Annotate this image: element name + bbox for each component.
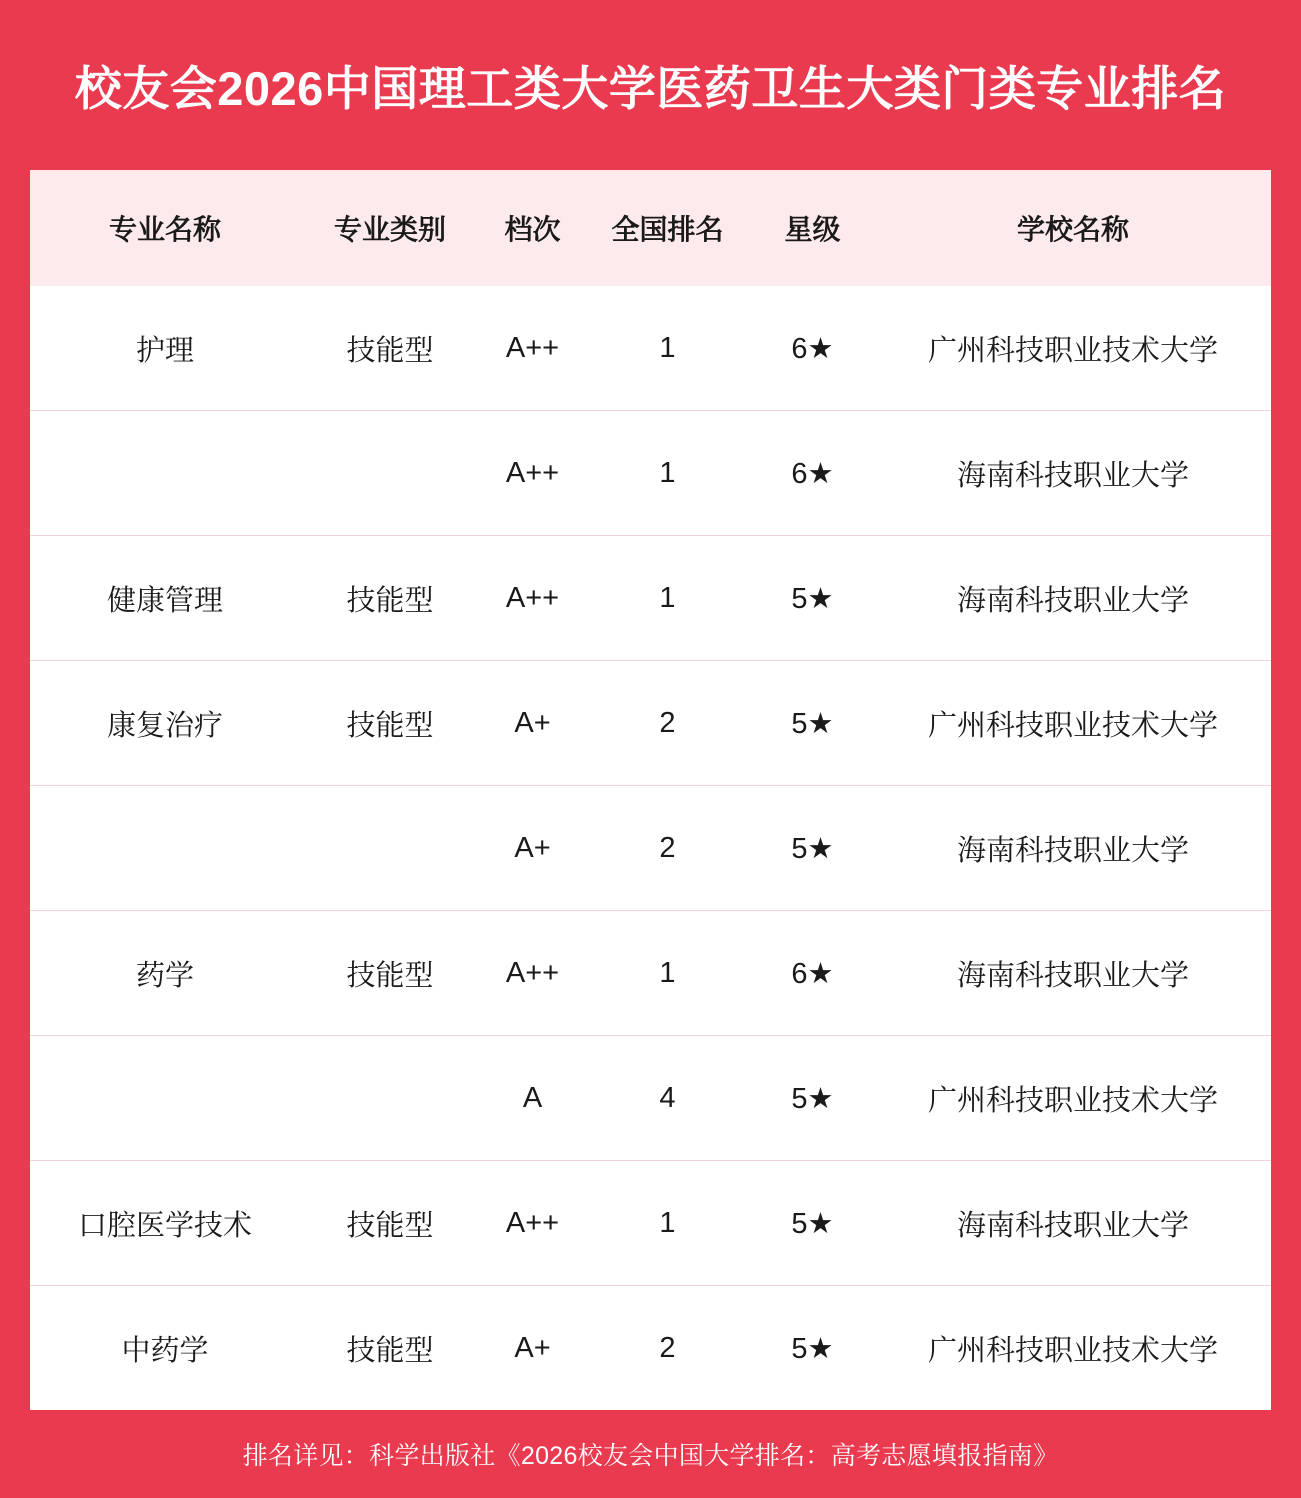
column-header-star: 星级 (784, 214, 841, 245)
table-row (30, 286, 1271, 411)
cell-star: 6★ (791, 332, 834, 365)
cell-category: 技能型 (300, 1161, 480, 1286)
table-row (30, 411, 1271, 536)
cell-major (30, 1036, 300, 1161)
table-row (30, 1161, 1271, 1286)
cell-tier: A++ (480, 536, 585, 661)
column-header-school: 学校名称 (1016, 214, 1129, 245)
cell-category: 技能型 (346, 334, 434, 367)
cell-rank: 2 (585, 786, 750, 911)
cell-category (300, 411, 480, 536)
cell-school: 海南科技职业大学 (875, 786, 1271, 911)
cell-school: 广州科技职业技术大学 (927, 334, 1218, 367)
cell-star: 5★ (750, 1036, 875, 1161)
ranking-table-container (30, 170, 1271, 1410)
column-header-category: 专业类别 (333, 214, 446, 245)
title-bar (0, 0, 1301, 170)
cell-school: 广州科技职业技术大学 (875, 661, 1271, 786)
cell-tier: A+ (480, 786, 585, 911)
cell-major: 健康管理 (30, 536, 300, 661)
cell-rank: 4 (585, 1036, 750, 1161)
cell-rank: 1 (585, 911, 750, 1036)
cell-major (30, 411, 300, 536)
cell-star: 5★ (750, 661, 875, 786)
column-header-major: 专业名称 (108, 214, 221, 245)
cell-tier: A+ (480, 1286, 585, 1411)
cell-rank: 2 (585, 1286, 750, 1411)
cell-star: 5★ (750, 1286, 875, 1411)
cell-school: 海南科技职业大学 (875, 1161, 1271, 1286)
cell-category: 技能型 (300, 911, 480, 1036)
table-row (30, 1286, 1271, 1411)
ranking-table (30, 170, 1271, 1410)
table-row (30, 911, 1271, 1036)
table-row (30, 786, 1271, 911)
cell-major: 口腔医学技术 (30, 1161, 300, 1286)
cell-category (300, 1036, 480, 1161)
cell-major: 中药学 (30, 1286, 300, 1411)
table-row (30, 536, 1271, 661)
cell-major (30, 786, 300, 911)
column-header-rank: 全国排名 (611, 214, 724, 245)
cell-rank: 2 (585, 661, 750, 786)
cell-school: 海南科技职业大学 (875, 411, 1271, 536)
table-row (30, 661, 1271, 786)
cell-tier: A++ (480, 1161, 585, 1286)
cell-tier: A++ (480, 411, 585, 536)
cell-major: 护理 (135, 334, 194, 367)
table-header-row (30, 170, 1271, 286)
cell-major: 康复治疗 (30, 661, 300, 786)
cell-rank: 1 (659, 331, 676, 364)
cell-category: 技能型 (300, 536, 480, 661)
cell-category: 技能型 (300, 1286, 480, 1411)
column-header-tier: 档次 (504, 214, 561, 245)
cell-category (300, 786, 480, 911)
footer-note: 排名详见：科学出版社《2026校友会中国大学排名：高考志愿填报指南》 (242, 1442, 1059, 1470)
cell-star: 6★ (750, 911, 875, 1036)
footer-bar (0, 1410, 1301, 1498)
cell-rank: 1 (585, 411, 750, 536)
table-header (30, 170, 1271, 286)
cell-school: 广州科技职业技术大学 (875, 1286, 1271, 1411)
cell-school: 广州科技职业技术大学 (875, 1036, 1271, 1161)
cell-star: 5★ (750, 536, 875, 661)
cell-tier: A+ (480, 661, 585, 786)
cell-rank: 1 (585, 536, 750, 661)
cell-category: 技能型 (300, 661, 480, 786)
cell-major: 药学 (30, 911, 300, 1036)
cell-school: 海南科技职业大学 (875, 911, 1271, 1036)
cell-tier: A++ (505, 331, 560, 364)
page-title: 校友会2026中国理工类大学医药卫生大类门类专业排名 (74, 61, 1227, 115)
cell-tier: A++ (480, 911, 585, 1036)
cell-rank: 1 (585, 1161, 750, 1286)
cell-star: 5★ (750, 786, 875, 911)
table-row (30, 1036, 1271, 1161)
cell-tier: A (480, 1036, 585, 1161)
table-body (30, 286, 1271, 1410)
cell-star: 5★ (750, 1161, 875, 1286)
cell-star: 6★ (750, 411, 875, 536)
cell-school: 海南科技职业大学 (875, 536, 1271, 661)
